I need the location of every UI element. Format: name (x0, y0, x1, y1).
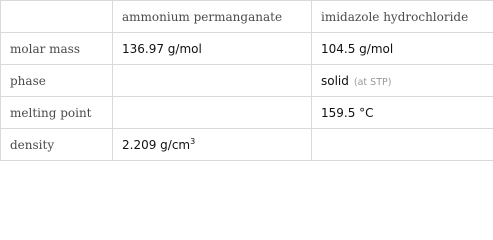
table-row-density (1, 129, 493, 161)
column-header-ammonium-permanganate: ammonium permanganate (113, 1, 312, 33)
table-row-melting-point (1, 97, 493, 129)
row-label: phase (1, 65, 113, 97)
phase-value: solid (321, 73, 349, 88)
column-header-imidazole-hydrochloride: imidazole hydrochloride (312, 1, 493, 33)
row-label: melting point (1, 97, 113, 129)
ammonium-permanganate-molar-mass: 136.97 g/mol (113, 33, 312, 65)
imidazole-hydrochloride-phase (312, 65, 493, 97)
row-label: density (1, 129, 113, 161)
imidazole-hydrochloride-melting-point: 159.5 °C (312, 97, 493, 129)
table-row-phase (1, 65, 493, 97)
density-value: 2.209 g/cm (122, 137, 191, 152)
phase-condition-note: (at STP) (353, 76, 392, 88)
ammonium-permanganate-phase (113, 65, 312, 97)
imidazole-hydrochloride-molar-mass: 104.5 g/mol (312, 33, 493, 65)
density-unit-exponent: 3 (190, 136, 196, 146)
row-label: molar mass (1, 33, 113, 65)
corner-cell (1, 1, 113, 33)
ammonium-permanganate-melting-point (113, 97, 312, 129)
ammonium-permanganate-density (113, 129, 312, 161)
imidazole-hydrochloride-density (312, 129, 493, 161)
table-row-molar-mass (1, 33, 493, 65)
header-row (1, 1, 493, 33)
